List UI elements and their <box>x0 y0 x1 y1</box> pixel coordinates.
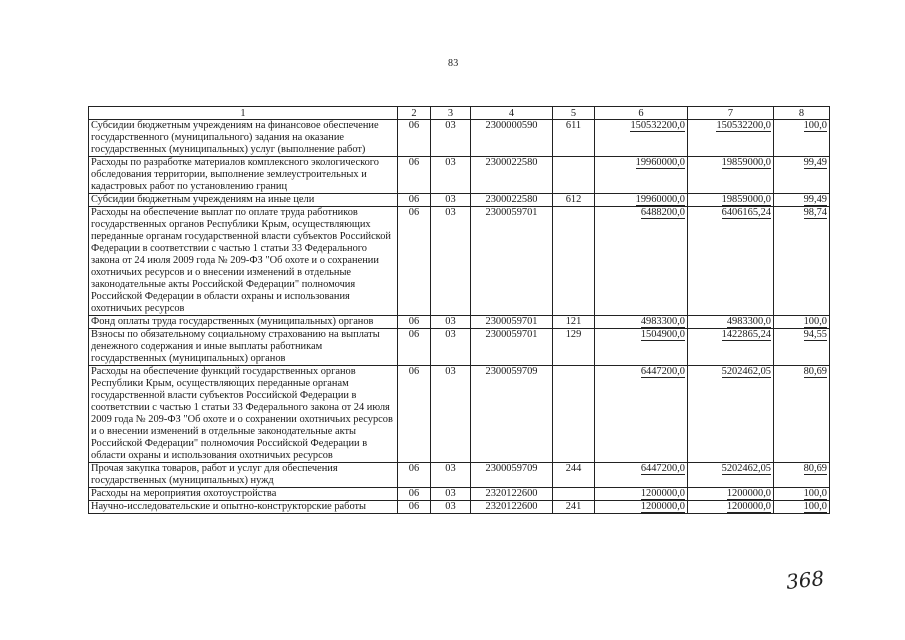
expense-type-code: 121 <box>553 316 595 329</box>
execution-percent: 100,0 <box>803 316 827 327</box>
table-row <box>89 194 830 207</box>
target-article-code: 2320122600 <box>471 501 553 514</box>
section-code: 06 <box>398 157 431 194</box>
execution-percent: 100,0 <box>803 488 827 499</box>
subsection-code: 03 <box>431 207 471 316</box>
row-description: Субсидии бюджетным учреждениям на финансовое обеспечение государственного (муниципального) задания на оказание государственных (муниципальных) услуг (выполнение работ) <box>89 120 398 157</box>
subsection-code: 03 <box>431 157 471 194</box>
executed-amount: 4983300,0 <box>726 316 771 327</box>
table-row <box>89 501 830 514</box>
executed-amount: 150532200,0 <box>716 120 771 131</box>
column-header: 5 <box>553 107 595 120</box>
expense-type-code <box>553 488 595 501</box>
row-description: Прочая закупка товаров, работ и услуг для обеспечения государственных (муниципальных) нужд <box>89 463 398 488</box>
subsection-code: 03 <box>431 316 471 329</box>
planned-amount: 6447200,0 <box>640 366 685 377</box>
section-code: 06 <box>398 488 431 501</box>
planned-amount: 1504900,0 <box>640 329 685 340</box>
table-row <box>89 488 830 501</box>
execution-percent: 98,74 <box>803 207 827 218</box>
budget-table <box>88 106 830 514</box>
column-header: 6 <box>595 107 688 120</box>
target-article-code: 2300059709 <box>471 463 553 488</box>
expense-type-code: 611 <box>553 120 595 157</box>
section-code: 06 <box>398 194 431 207</box>
executed-amount: 1200000,0 <box>726 488 771 499</box>
executed-amount: 6406165,24 <box>721 207 771 218</box>
table-row <box>89 207 830 316</box>
execution-percent: 94,55 <box>803 329 827 340</box>
executed-amount: 19859000,0 <box>721 194 771 205</box>
row-description: Расходы по разработке материалов комплексного экологического обследования территории, выполнение землеустроительных и кадастровых работ по установлению границ <box>89 157 398 194</box>
expense-type-code: 129 <box>553 329 595 366</box>
column-header: 2 <box>398 107 431 120</box>
execution-percent: 100,0 <box>803 501 827 512</box>
handwritten-note: 368 <box>784 566 826 594</box>
executed-amount: 1422865,24 <box>721 329 771 340</box>
table-row <box>89 316 830 329</box>
target-article-code: 2300059701 <box>471 207 553 316</box>
column-header: 8 <box>774 107 830 120</box>
row-description: Взносы по обязательному социальному страхованию на выплаты денежного содержания и иные выплаты работникам государственных (муниципальных) органов <box>89 329 398 366</box>
executed-amount: 1200000,0 <box>726 501 771 512</box>
column-header: 4 <box>471 107 553 120</box>
execution-percent: 99,49 <box>803 157 827 168</box>
row-description: Научно-исследовательские и опытно-конструкторские работы <box>89 501 398 514</box>
section-code: 06 <box>398 329 431 366</box>
row-description: Расходы на обеспечение выплат по оплате труда работников государственных органов Республики Крым, осуществляющих переданные органам государственной власти субъектов Российской Федерации в соответствии с частью 1 статьи 33 Федерального закона от 24 июля 2009 года № 209-ФЗ "Об охоте и о сохранении охотничьих ресурсов и о внесении изменений в отдельные законодательные акты Российской Федерации" полномочия Российской Федерации в области охраны и использования охотничьих ресурсов <box>89 207 398 316</box>
target-article-code: 2300022580 <box>471 157 553 194</box>
target-article-code: 2300000590 <box>471 120 553 157</box>
row-description: Фонд оплаты труда государственных (муниципальных) органов <box>89 316 398 329</box>
subsection-code: 03 <box>431 329 471 366</box>
target-article-code: 2300059701 <box>471 316 553 329</box>
section-code: 06 <box>398 463 431 488</box>
table-row <box>89 366 830 463</box>
execution-percent: 99,49 <box>803 194 827 205</box>
page-number: 83 <box>448 58 459 69</box>
target-article-code: 2300022580 <box>471 194 553 207</box>
planned-amount: 6447200,0 <box>640 463 685 474</box>
subsection-code: 03 <box>431 463 471 488</box>
subsection-code: 03 <box>431 194 471 207</box>
section-code: 06 <box>398 366 431 463</box>
expense-type-code <box>553 157 595 194</box>
planned-amount: 19960000,0 <box>635 157 685 168</box>
subsection-code: 03 <box>431 501 471 514</box>
table-row <box>89 329 830 366</box>
planned-amount: 6488200,0 <box>640 207 685 218</box>
expense-type-code: 244 <box>553 463 595 488</box>
column-header: 3 <box>431 107 471 120</box>
executed-amount: 5202462,05 <box>721 463 771 474</box>
planned-amount: 19960000,0 <box>635 194 685 205</box>
expense-type-code: 241 <box>553 501 595 514</box>
planned-amount: 1200000,0 <box>640 501 685 512</box>
subsection-code: 03 <box>431 120 471 157</box>
executed-amount: 19859000,0 <box>721 157 771 168</box>
column-header: 1 <box>89 107 398 120</box>
expense-type-code: 612 <box>553 194 595 207</box>
expense-type-code <box>553 207 595 316</box>
execution-percent: 100,0 <box>803 120 827 131</box>
table-row <box>89 120 830 157</box>
planned-amount: 4983300,0 <box>640 316 685 327</box>
execution-percent: 80,69 <box>803 366 827 377</box>
expense-type-code <box>553 366 595 463</box>
row-description: Расходы на обеспечение функций государственных органов Республики Крым, осуществляющих переданные органам государственной власти субъектов Российской Федерации в соответствии с частью 1 статьи 33 Федерального закона от 24 июля 2009 года № 209-ФЗ "Об охоте и о сохранении охотничьих ресурсов и о внесении изменений в отдельные законодательные акты Российской Федерации" полномочия Российской Федерации в области охраны и использования охотничьих ресурсов <box>89 366 398 463</box>
section-code: 06 <box>398 120 431 157</box>
executed-amount: 5202462,05 <box>721 366 771 377</box>
target-article-code: 2300059701 <box>471 329 553 366</box>
section-code: 06 <box>398 316 431 329</box>
section-code: 06 <box>398 501 431 514</box>
section-code: 06 <box>398 207 431 316</box>
row-description: Расходы на мероприятия охотоустройства <box>89 488 398 501</box>
table-row <box>89 463 830 488</box>
subsection-code: 03 <box>431 488 471 501</box>
subsection-code: 03 <box>431 366 471 463</box>
table-row <box>89 157 830 194</box>
planned-amount: 150532200,0 <box>630 120 685 131</box>
target-article-code: 2300059709 <box>471 366 553 463</box>
execution-percent: 80,69 <box>803 463 827 474</box>
target-article-code: 2320122600 <box>471 488 553 501</box>
planned-amount: 1200000,0 <box>640 488 685 499</box>
column-header: 7 <box>688 107 774 120</box>
table-header-row <box>89 107 830 120</box>
row-description: Субсидии бюджетным учреждениям на иные цели <box>89 194 398 207</box>
